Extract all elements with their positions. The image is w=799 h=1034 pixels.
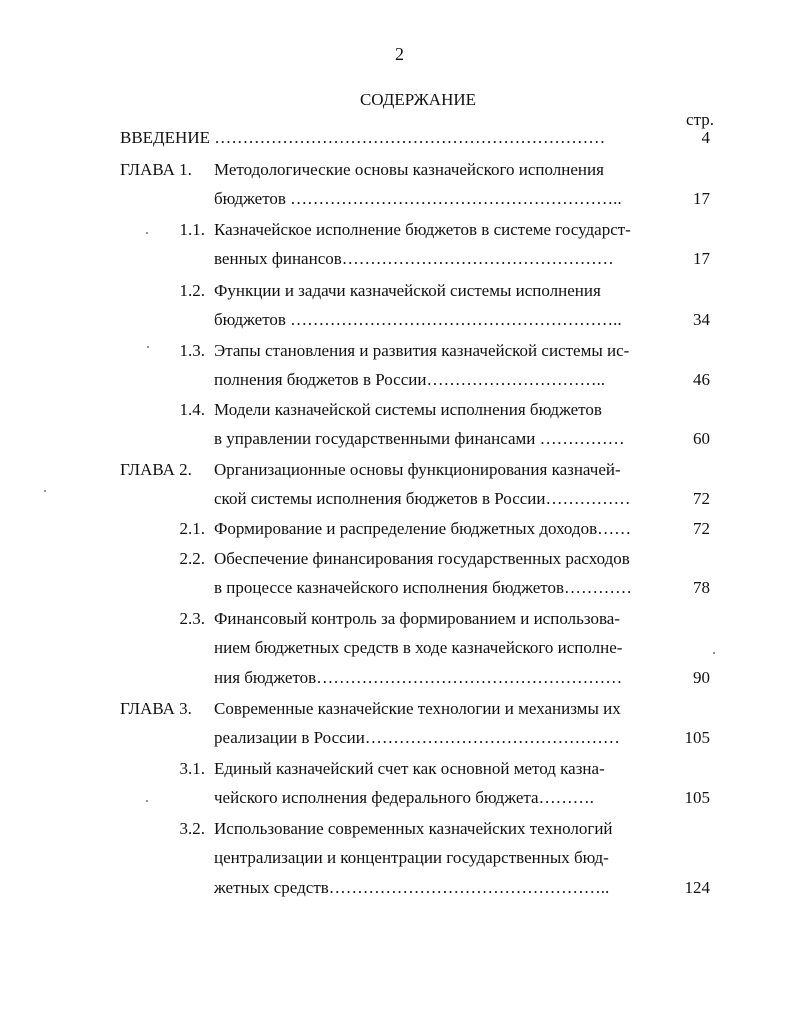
scan-speck <box>44 490 46 492</box>
scan-speck <box>146 800 148 802</box>
toc-title: СОДЕРЖАНИЕ <box>359 90 477 109</box>
toc-entry-num: 2.1. <box>179 519 205 538</box>
toc-entry-text: чейского исполнения федерального бюджета………. <box>214 788 594 807</box>
toc-entry-num: 1.3. <box>179 341 205 360</box>
toc-entry-num: ГЛАВА 1. <box>120 160 192 179</box>
toc-entry-page: 34 <box>693 310 710 329</box>
toc-entry-page: 60 <box>693 429 710 448</box>
toc-entry-text: нием бюджетных средств в ходе казначейского исполне- <box>214 638 623 657</box>
toc-entry-text: бюджетов ………………………………………………….. <box>214 310 622 329</box>
toc-entry-intro-page: 4 <box>701 128 710 147</box>
toc-entry-text: бюджетов ………………………………………………….. <box>214 189 622 208</box>
scan-speck <box>146 232 148 234</box>
toc-entry-text: Финансовый контроль за формированием и использова- <box>214 609 620 628</box>
toc-entry-text: ния бюджетов……………………………………………… <box>214 668 623 687</box>
toc-entry-num: 1.4. <box>179 400 205 419</box>
toc-entry-num: ГЛАВА 2. <box>120 460 192 479</box>
toc-entry-num: 3.1. <box>179 759 205 778</box>
scan-speck <box>147 346 149 348</box>
toc-entry-page: 46 <box>693 370 710 389</box>
toc-entry-text: полнения бюджетов в России………………………….. <box>214 370 605 389</box>
toc-entry-num: 1.1. <box>179 220 205 239</box>
toc-entry-intro-text: ВВЕДЕНИЕ …………………………………………………………… <box>120 128 606 147</box>
toc-entry-text: реализации в России……………………………………… <box>214 728 620 747</box>
page-column-label: стр. <box>686 110 714 129</box>
toc-entry-page: 105 <box>684 728 710 747</box>
toc-entry-page: 90 <box>693 668 710 687</box>
toc-entry-text: Обеспечение финансирования государственных расходов <box>214 549 630 568</box>
toc-entry-num: ГЛАВА 3. <box>120 699 192 718</box>
toc-entry-text: Формирование и распределение бюджетных доходов…… <box>214 519 632 538</box>
toc-entry-text: в процессе казначейского исполнения бюджетов………… <box>214 578 633 597</box>
toc-entry-text: Этапы становления и развития казначейской системы ис- <box>214 341 630 360</box>
toc-entry-num: 2.2. <box>179 549 205 568</box>
toc-entry-text: Модели казначейской системы исполнения бюджетов <box>214 400 602 419</box>
toc-entry-text: Современные казначейские технологии и механизмы их <box>214 699 621 718</box>
toc-entry-text: централизации и концентрации государственных бюд- <box>214 848 609 867</box>
toc-entry-num: 1.2. <box>179 281 205 300</box>
toc-entry-num: 2.3. <box>179 609 205 628</box>
page-number: 2 <box>395 44 404 64</box>
toc-entry-text: Казначейское исполнение бюджетов в системе государст- <box>214 220 631 239</box>
toc-entry-text: Использование современных казначейских технологий <box>214 819 613 838</box>
toc-entry-page: 17 <box>693 189 710 208</box>
toc-entry-text: Методологические основы казначейского исполнения <box>214 160 604 179</box>
toc-entry-page: 105 <box>684 788 710 807</box>
toc-entry-page: 72 <box>693 489 710 508</box>
toc-entry-text: ской системы исполнения бюджетов в России…………… <box>214 489 631 508</box>
toc-entry-page: 78 <box>693 578 710 597</box>
toc-entry-text: жетных средств………………………………………….. <box>214 878 610 897</box>
scan-speck <box>713 652 715 654</box>
toc-entry-num: 3.2. <box>179 819 205 838</box>
toc-entry-text: Единый казначейский счет как основной метод казна- <box>214 759 605 778</box>
toc-entry-text: Функции и задачи казначейской системы исполнения <box>214 281 601 300</box>
toc-entry-text: в управлении государственными финансами …………… <box>214 429 625 448</box>
toc-entry-text: Организационные основы функционирования казначей- <box>214 460 621 479</box>
toc-entry-page: 124 <box>684 878 710 897</box>
toc-entry-page: 17 <box>693 249 710 268</box>
toc-entry-page: 72 <box>693 519 710 538</box>
toc-entry-text: венных финансов………………………………………… <box>214 249 614 268</box>
